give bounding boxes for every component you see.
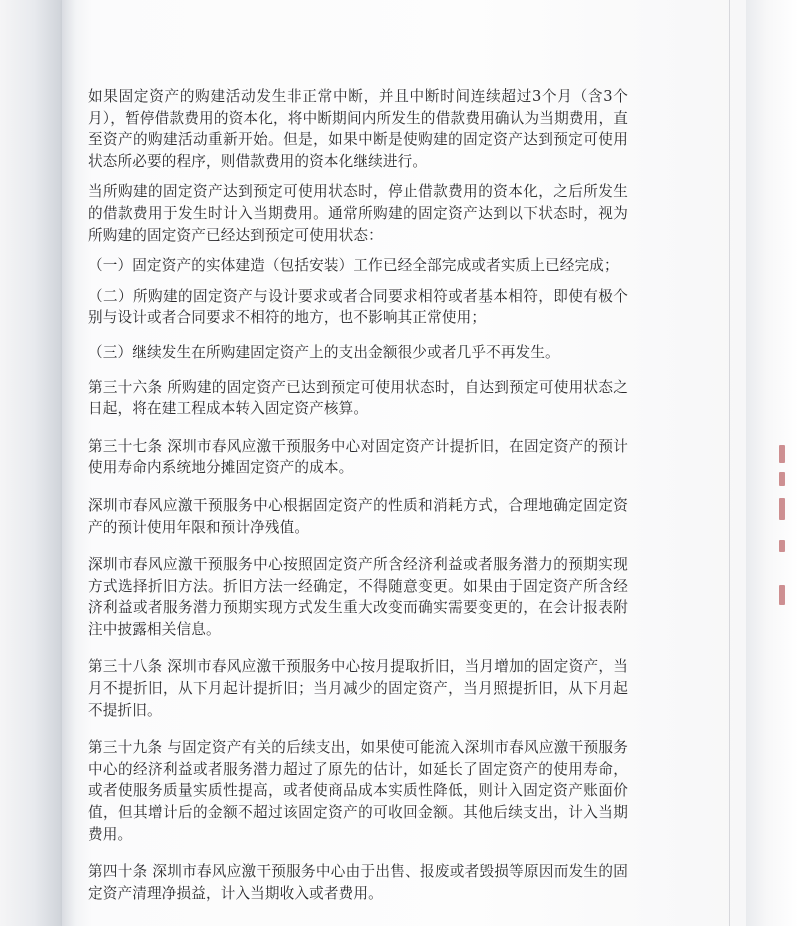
page-edge-mark [779,498,785,520]
page-edge-mark [779,585,785,605]
paragraph-condition-1: （一）固定资产的实体建造（包括安装）工作已经全部完成或者实质上已经完成； [88,257,619,275]
article-38: 第三十八条 深圳市春风应激干预服务中心按月提取折旧，当月增加的固定资产，当月不提折旧，从下月起计提折旧；当月减少的固定资产，当月照提折旧，从下月起不提折旧。 [88,658,628,719]
article-37: 第三十七条 深圳市春风应激干预服务中心对固定资产计提折旧，在固定资产的预计使用寿命内系统地分摊固定资产的成本。 [88,437,628,477]
article-39: 第三十九条 与固定资产有关的后续支出，如果使可能流入深圳市春风应激干预服务中心的经济利益或者服务潜力超过了原先的估计，如延长了固定资产的使用寿命，或者使服务质量实质性提高，或者使商品成本实质性降低，则计入固定资产账面价值，但其增计后的金额不超过该固定资产的可收回金额。其他后续支出，计入当期费用。 [88,739,628,843]
paragraph-condition-3: （三）继续发生在所购建固定资产上的支出金额很少或者几乎不再发生。 [88,343,560,361]
article-36: 第三十六条 所购建的固定资产已达到预定可使用状态时，自达到预定可使用状态之日起，将在建工程成本转入固定资产核算。 [88,378,628,418]
scan-right-margin [746,0,798,926]
page-edge-line [729,0,730,926]
document-body [88,86,628,904]
paragraph-condition-2: （二）所购建的固定资产与设计要求或者合同要求相符或者基本相符，即使有极个别与设计或者合同要求不相符的地方，也不影响其正常使用； [88,287,628,327]
paragraph-useful-life: 深圳市春风应激干预服务中心根据固定资产的性质和消耗方式，合理地确定固定资产的预计使用年限和预计净残值。 [88,496,628,536]
paragraph-ready-for-use-rule: 当所购建的固定资产达到预定可使用状态时，停止借款费用的资本化，之后所发生的借款费用于发生时计入当期费用。通常所购建的固定资产达到以下状态时，视为所购建的固定资产已经达到预定可使用状态： [88,183,628,244]
paragraph-depreciation-method: 深圳市春风应激干预服务中心按照固定资产所含经济利益或者服务潜力的预期实现方式选择折旧方法。折旧方法一经确定，不得随意变更。如果由于固定资产所含经济利益或者服务潜力预期实现方式发生重大改变而确实需要变更的，在会计报表附注中披露相关信息。 [88,556,628,638]
article-40: 第四十条 深圳市春风应激干预服务中心由于出售、报废或者毁损等原因而发生的固定资产清理净损益，计入当期收入或者费用。 [88,863,628,902]
page-edge-mark [779,445,785,463]
paragraph-interruption-rule: 如果固定资产的购建活动发生非正常中断，并且中断时间连续超过3个月（含3个月），暂停借款费用的资本化，将中断期间内所发生的借款费用确认为当期费用，直至资产的购建活动重新开始。但是，如果中断是使购建的固定资产达到预定可使用状态所必要的程序，则借款费用的资本化继续进行。 [88,88,628,170]
page-edge-mark [779,540,785,552]
page-edge-mark [779,472,785,486]
scan-left-shadow [0,0,62,926]
